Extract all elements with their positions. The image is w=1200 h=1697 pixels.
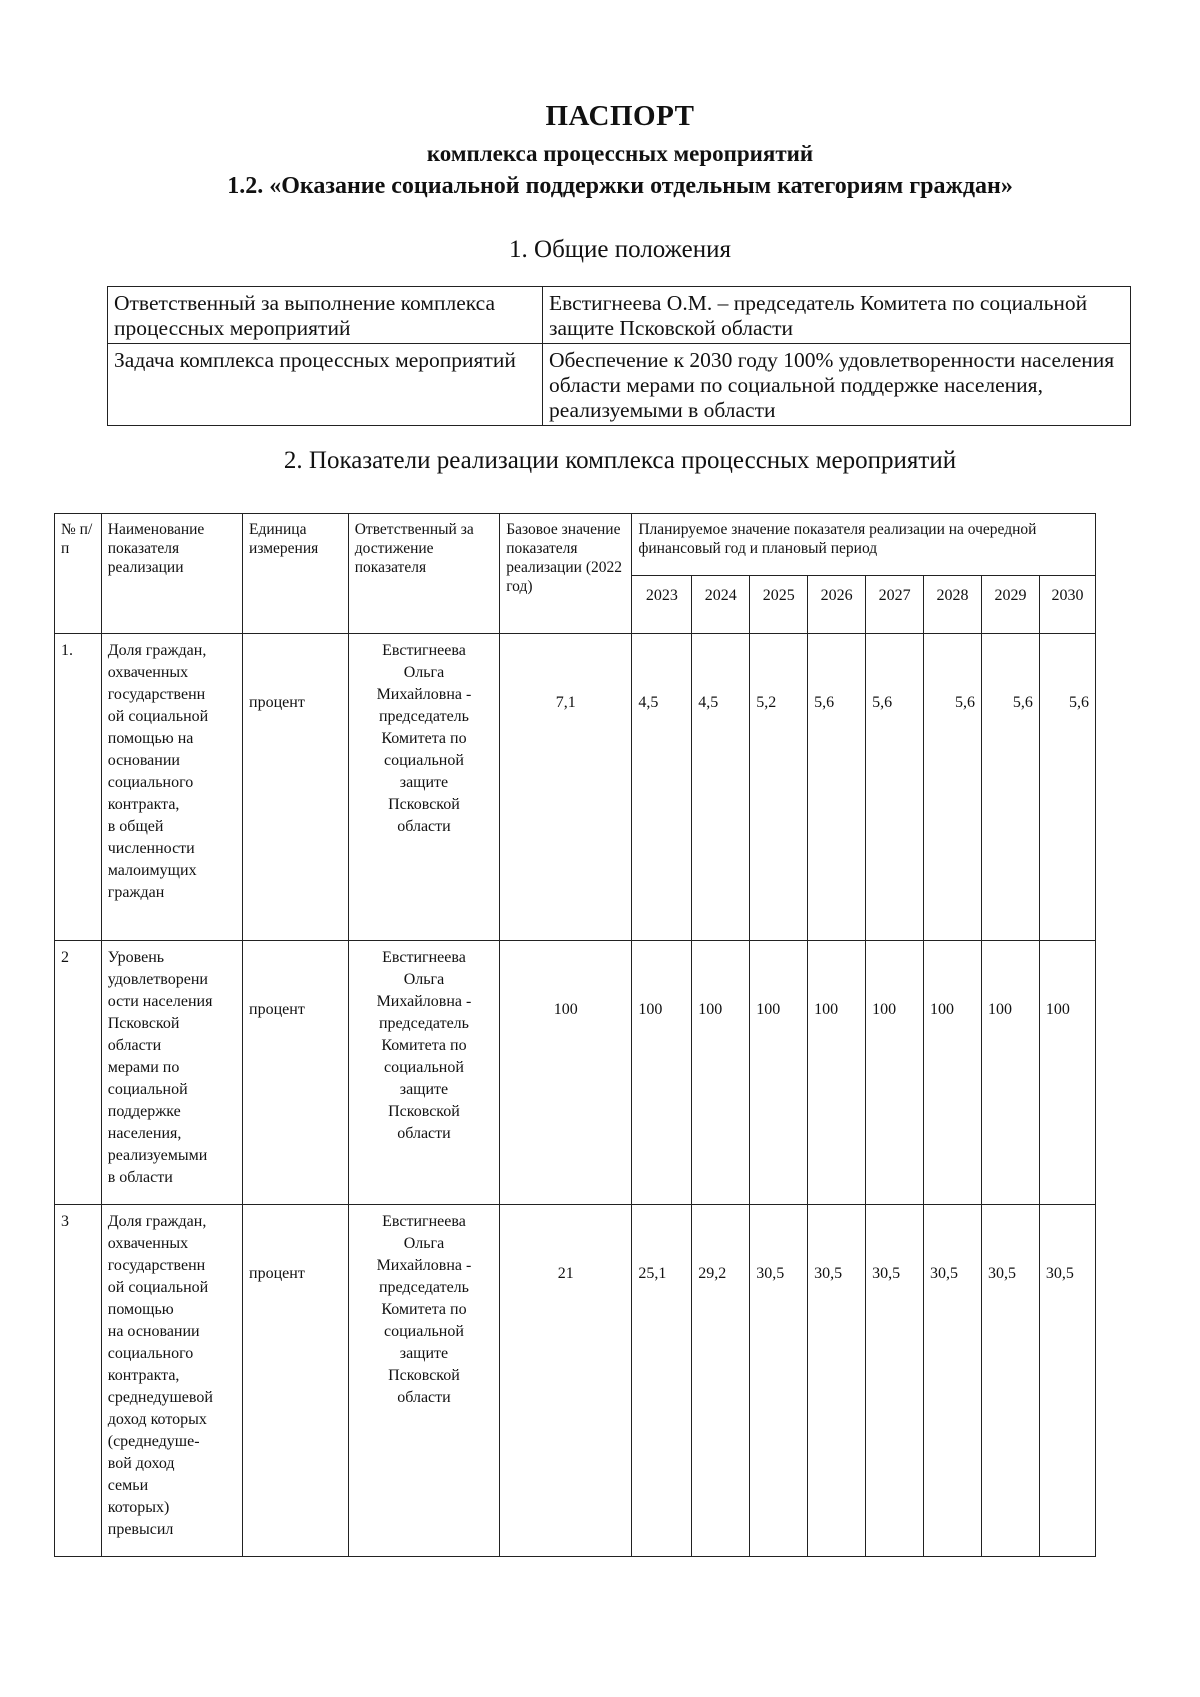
- indicator-responsible: Евстигнеева Ольга Михайловна - председатель Комитета по социальной защите Псковской области: [348, 1205, 499, 1557]
- general-value: Обеспечение к 2030 году 100% удовлетворенности населения области мерами по социальной поддержке населения, реализуемыми в области: [543, 344, 1131, 426]
- program-title: 1.2. «Оказание социальной поддержки отдельным категориям граждан»: [227, 173, 1013, 199]
- indicator-value: 100: [692, 941, 750, 1205]
- indicator-name: Доля граждан, охваченных государственн ой социальной помощью на основании социального контракта, в общей численности малоимущих граждан: [101, 634, 242, 941]
- indicator-value: 100: [924, 941, 982, 1205]
- row-num: 2: [55, 941, 102, 1205]
- document-subtitle: комплекса процессных мероприятий: [426, 141, 814, 166]
- general-provisions-table: [107, 286, 1131, 426]
- indicator-value: 30,5: [750, 1205, 808, 1557]
- indicator-value: 5,6: [981, 634, 1039, 941]
- col-header-num: № п/п: [55, 514, 102, 634]
- indicator-unit: процент: [243, 941, 349, 1205]
- general-label: Задача комплекса процессных мероприятий: [108, 344, 543, 426]
- indicator-value: 5,6: [924, 634, 982, 941]
- general-label: Ответственный за выполнение комплекса процессных мероприятий: [108, 287, 543, 344]
- indicator-value: 29,2: [692, 1205, 750, 1557]
- indicator-value: 100: [1039, 941, 1095, 1205]
- table-row: [55, 634, 1096, 941]
- year-header: 2028: [924, 576, 982, 634]
- indicator-value: 5,2: [750, 634, 808, 941]
- indicator-responsible: Евстигнеева Ольга Михайловна - председатель Комитета по социальной защите Псковской области: [348, 941, 499, 1205]
- indicator-value: 5,6: [866, 634, 924, 941]
- indicator-value: 100: [632, 941, 692, 1205]
- table-header-row: [55, 514, 1096, 576]
- col-header-base: Базовое значение показателя реализации (2022 год): [500, 514, 632, 634]
- indicator-name: Уровень удовлетворени ости населения Псковской области мерами по социальной поддержке населения, реализуемыми в области: [101, 941, 242, 1205]
- row-num: 3: [55, 1205, 102, 1557]
- indicator-unit: процент: [243, 1205, 349, 1557]
- section1-heading: 1. Общие положения: [509, 236, 731, 263]
- year-header: 2024: [692, 576, 750, 634]
- document-title: ПАСПОРТ: [545, 100, 695, 132]
- indicator-base: 7,1: [500, 634, 632, 941]
- table-row: [55, 941, 1096, 1205]
- year-header: 2026: [808, 576, 866, 634]
- indicator-value: 4,5: [692, 634, 750, 941]
- indicator-value: 30,5: [866, 1205, 924, 1557]
- year-header: 2030: [1039, 576, 1095, 634]
- indicator-base: 100: [500, 941, 632, 1205]
- table-row: [108, 287, 1131, 344]
- col-header-planned: Планируемое значение показателя реализации на очередной финансовый год и плановый период: [632, 514, 1096, 576]
- col-header-responsible: Ответственный за достижение показателя: [348, 514, 499, 634]
- year-header: 2023: [632, 576, 692, 634]
- col-header-name: Наименование показателя реализации: [101, 514, 242, 634]
- indicator-value: 4,5: [632, 634, 692, 941]
- indicator-value: 30,5: [1039, 1205, 1095, 1557]
- indicator-value: 100: [808, 941, 866, 1205]
- year-header: 2027: [866, 576, 924, 634]
- indicator-value: 100: [866, 941, 924, 1205]
- indicator-value: 100: [750, 941, 808, 1205]
- row-num: 1.: [55, 634, 102, 941]
- indicator-responsible: Евстигнеева Ольга Михайловна - председатель Комитета по социальной защите Псковской области: [348, 634, 499, 941]
- indicator-value: 25,1: [632, 1205, 692, 1557]
- table-row: [55, 1205, 1096, 1557]
- indicator-base: 21: [500, 1205, 632, 1557]
- col-header-unit: Единица измерения: [243, 514, 349, 634]
- indicators-table: [54, 513, 1096, 1557]
- indicator-value: 30,5: [924, 1205, 982, 1557]
- indicator-name: Доля граждан, охваченных государственн ой социальной помощью на основании социального контракта, среднедушевой доход которых (среднедуше- вой доход семьи которых) превысил: [101, 1205, 242, 1557]
- section2-heading: 2. Показатели реализации комплекса процессных мероприятий: [283, 447, 957, 474]
- year-header: 2025: [750, 576, 808, 634]
- indicator-value: 30,5: [808, 1205, 866, 1557]
- indicator-value: 5,6: [808, 634, 866, 941]
- general-value: Евстигнеева О.М. – председатель Комитета по социальной защите Псковской области: [543, 287, 1131, 344]
- indicator-value: 30,5: [981, 1205, 1039, 1557]
- indicator-value: 100: [981, 941, 1039, 1205]
- year-header: 2029: [981, 576, 1039, 634]
- indicator-value: 5,6: [1039, 634, 1095, 941]
- table-row: [108, 344, 1131, 426]
- indicator-unit: процент: [243, 634, 349, 941]
